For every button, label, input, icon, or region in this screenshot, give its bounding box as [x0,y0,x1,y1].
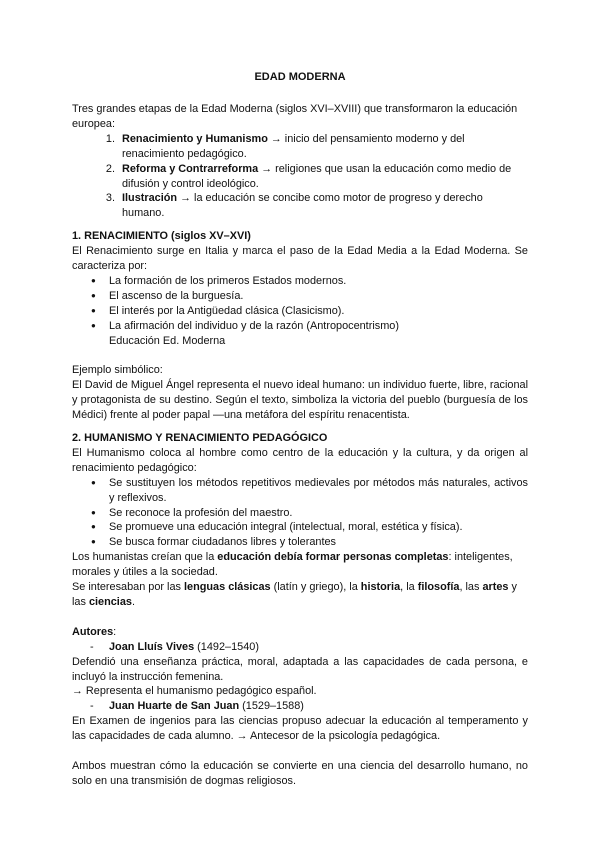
humanismo-bullet-list [72,476,528,551]
autores-label [72,625,528,640]
humanismo-paragraph: El Humanismo coloca al hombre como centro de la educación y la cultura, y da origen al renacimiento pedagógico: [72,446,528,474]
dash-marker: - [90,700,94,713]
author-vives [72,640,528,655]
author-huarte [72,699,528,714]
stage-item [118,162,528,192]
huarte-paragraph: En Examen de ingenios para las ciencias propuso adecuar la educación al temperamento y las capacidades de cada alumno. → Antecesor de la psicología pedagógica. [72,715,528,743]
stages-list [72,132,528,221]
emphasis-text: ciencias [88,595,132,608]
stage-item [118,191,528,221]
stage-name: Reforma y Contrarreforma [122,162,259,175]
emphasis-text: historia [360,581,401,594]
bullet-item: ● Se promueve una educación integral (intelectual, moral, estética y física). [109,520,528,535]
emphasis-text: educación debía formar personas completas [217,551,449,564]
stage-name: Renacimiento y Humanismo [122,132,268,145]
emphasis-text: lenguas clásicas [184,581,271,594]
emphasis-text: artes [482,581,509,594]
author-years: (1529–1588) [239,700,304,713]
text-run: Los humanistas creían que la [72,551,218,564]
bullet-item: ● La formación de los primeros Estados modernos. [109,274,528,289]
renacimiento-paragraph: El Renacimiento surge en Italia y marca el paso de la Edad Media a la Edad Moderna. Se caracteriza por: [72,245,528,273]
text-run: Se interesaban por las [72,581,185,594]
section-heading-renacimiento: 1. RENACIMIENTO (siglos XV–XVI) [72,230,251,243]
vives-note: → Representa el humanismo pedagógico español. [72,685,317,698]
author-years: (1492–1540) [194,640,259,653]
bullet-item [109,319,528,349]
stage-description: → religiones que usan la educación como medio de difusión y control ideológico. [122,162,512,190]
text-run: , la [400,581,418,594]
section-heading-humanismo: 2. HUMANISMO Y RENACIMIENTO PEDAGÓGICO [72,432,328,445]
stage-description: → la educación se concibe como motor de progreso y derecho humano. [122,192,483,220]
stage-item [118,132,528,162]
stage-description: → inicio del pensamiento moderno y del renacimiento pedagógico. [122,132,465,160]
page-title: EDAD MODERNA [254,71,346,83]
bullet-item: ● El ascenso de la burguesía. [109,289,528,304]
bullet-item: ● Se reconoce la profesión del maestro. [109,506,528,521]
intereses-paragraph [72,580,528,610]
text-run: y las [72,581,517,608]
bullet-continuation: Educación Ed. Moderna [109,334,226,347]
autores-heading: Autores [72,625,114,638]
stage-name: Ilustración [122,192,178,205]
bullet-text: La afirmación del individuo y de la razón (Antropocentrismo) [109,319,399,332]
humanistas-paragraph [72,550,528,580]
bullet-item: ● El interés por la Antigüedad clásica (Clasicismo). [109,304,528,319]
bullet-item: ● Se busca formar ciudadanos libres y tolerantes [109,535,528,550]
author-name: Joan Lluís Vives [109,640,195,653]
example-paragraph: El David de Miguel Ángel representa el nuevo ideal humano: un individuo fuerte, libre, racional y protagonista de su destino. Según el texto, simboliza la victoria del pueblo (burguesía de los Médici) frente al poder papal —una metáfora del espíritu renacentista. [72,379,528,422]
author-name: Juan Huarte de San Juan [109,700,240,713]
emphasis-text: filosofía [417,581,460,594]
text-run: . [131,595,135,608]
bullet-item: ● Se sustituyen los métodos repetitivos medievales por métodos más naturales, activos y reflexivos. [109,476,528,506]
text-run: : [113,625,117,638]
example-label: Ejemplo simbólico: [72,364,163,377]
dash-marker: - [90,640,94,653]
text-run: , las [459,581,483,594]
vives-paragraph: Defendió una enseñanza práctica, moral, adaptada a las capacidades de cada persona, e incluyó la instrucción femenina. [72,655,528,683]
renacimiento-bullet-list [72,274,528,349]
text-run: (latín y griego), la [270,581,361,594]
intro-paragraph: Tres grandes etapas de la Edad Moderna (siglos XVI–XVIII) que transformaron la educación europea: [72,103,518,130]
text-run: : inteligentes, morales y útiles a la sociedad. [72,551,513,579]
conclusion-paragraph: Ambos muestran cómo la educación se convierte en una ciencia del desarrollo humano, no solo en una transmisión de dogmas religiosos. [72,759,528,787]
